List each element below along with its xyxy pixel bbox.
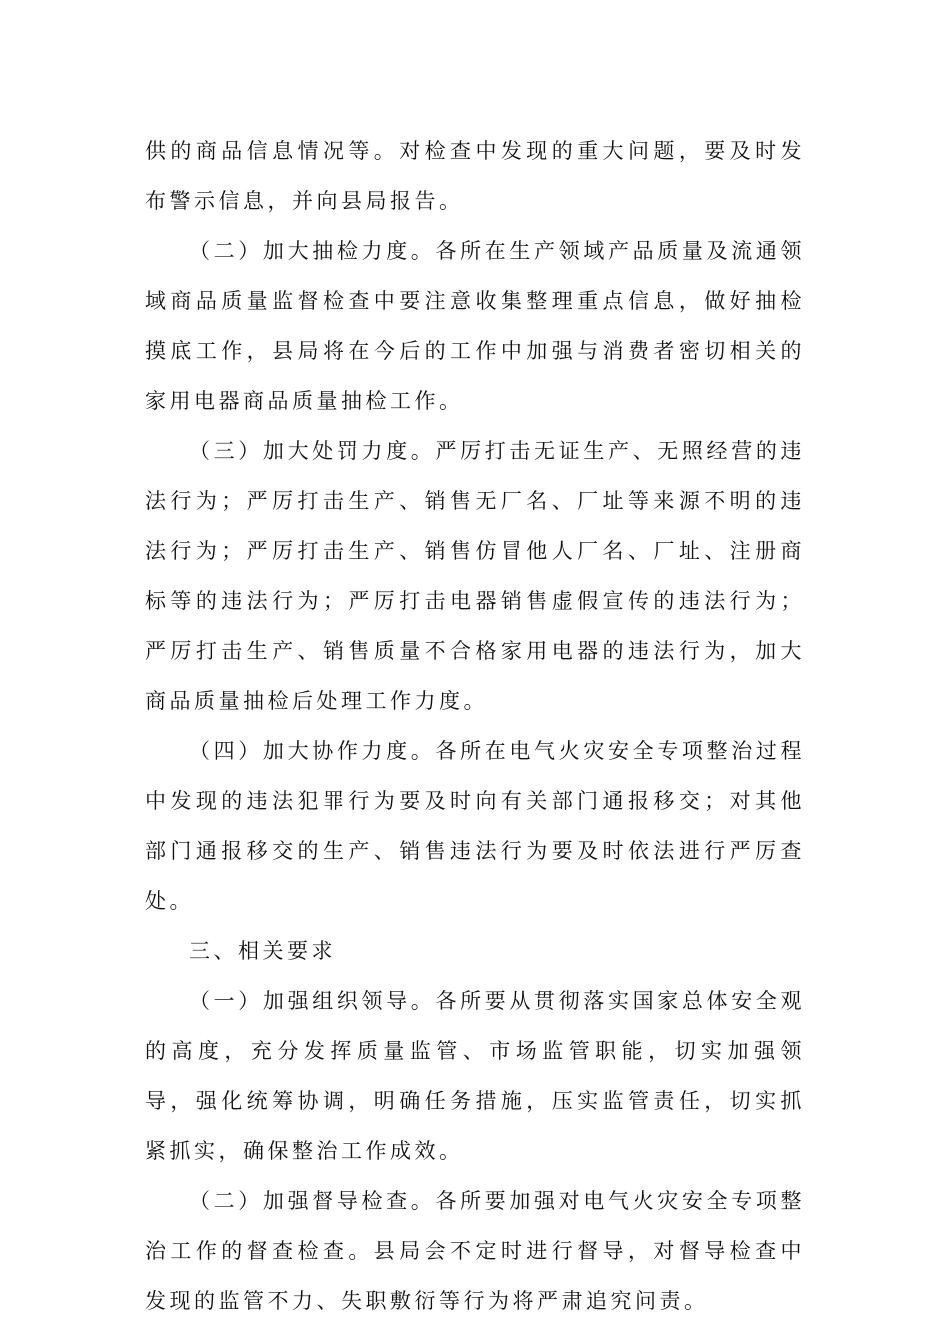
section-heading-requirements: 三、相关要求 [189,939,336,963]
paragraph-sampling-inspection: （二）加大抽检力度。各所在生产领域产品质量及流通领域商品质量监督检查中要注意收集整理重点信息，做好抽检摸底工作，县局将在今后的工作中加强与消费者密切相关的家用电器商品质量抽检工作。 [145,239,805,413]
document-body [145,126,805,1326]
paragraph-penalties: （三）加大处罚力度。严厉打击无证生产、无照经营的违法行为；严厉打击生产、销售无厂名、厂址等来源不明的违法行为；严厉打击生产、销售仿冒他人厂名、厂址、注册商标等的违法行为；严厉打击电器销售虚假宣传的违法行为；严厉打击生产、销售质量不合格家用电器的违法行为，加大商品质量抽检后处理工作力度。 [145,439,805,713]
paragraph-continuation: 供的商品信息情况等。对检查中发现的重大问题，要及时发布警示信息，并向县局报告。 [145,139,805,213]
paragraph-leadership: （一）加强组织领导。各所要从贯彻落实国家总体安全观的高度，充分发挥质量监管、市场监管职能，切实加强领导，强化统筹协调，明确任务措施，压实监管责任，切实抓紧抓实，确保整治工作成效。 [145,989,805,1163]
paragraph-supervision: （二）加强督导检查。各所要加强对电气火灾安全专项整治工作的督查检查。县局会不定时进行督导，对督导检查中发现的监管不力、失职敷衍等行为将严肃追究问责。 [145,1189,805,1313]
paragraph-cooperation: （四）加大协作力度。各所在电气火灾安全专项整治过程中发现的违法犯罪行为要及时向有关部门通报移交；对其他部门通报移交的生产、销售违法行为要及时依法进行严厉查处。 [145,739,805,913]
